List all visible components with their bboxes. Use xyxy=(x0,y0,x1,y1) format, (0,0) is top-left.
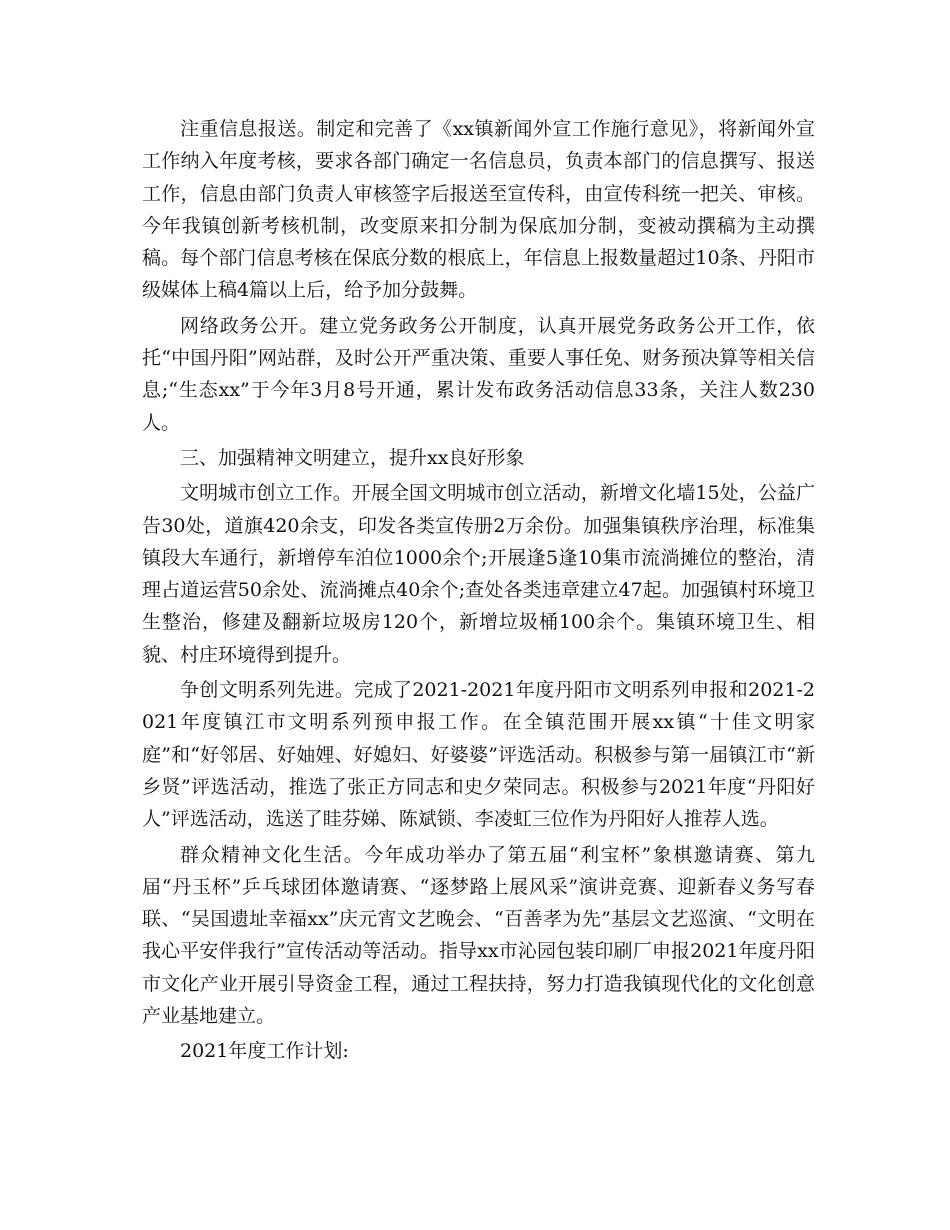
paragraph-work-plan-heading: 2021年度工作计划: xyxy=(180,1040,349,1063)
paragraph-info-reporting: 注重信息报送。制定和完善了《xx镇新闻外宣工作施行意见》，将新闻外宣工作纳入年度考核，要求各部门确定一名信息员，负责本部门的信息撰写、报送工作，信息由部门负责人审核签字后报送至宣传科，由宣传科统一把关、审核。今年我镇创新考核机制，改变原来扣分制为保底加分制，变被动撰稿为主动撰稿。每个部门信息考核在保底分数的根底上，年信息上报数量超过10条、丹阳市级媒体上稿4篇以上后，给予加分鼓舞。 xyxy=(142,118,815,302)
paragraph-government-affairs: 网络政务公开。建立党务政务公开制度，认真开展党务政务公开工作，依托“中国丹阳”网站群，及时公开严重决策、重要人事任免、财务预决算等相关信息;“生态xx”于今年3月8号开通，累计发布政务活动信息33条，关注人数230人。 xyxy=(142,314,815,434)
paragraph-cultural-life: 群众精神文化生活。今年成功举办了第五届“利宝杯”象棋邀请赛、第九届“丹玉杯”乒乓球团体邀请赛、“逐梦路上展风采”演讲竞赛、迎新春义务写春联、“吴国遗址幸福xx”庆元宵文艺晚会、“百善孝为先”基层文艺巡演、“文明在我心平安伴我行”宣传活动等活动。指导xx市沁园包装印刷厂申报2021年度丹阳市文化产业开展引导资金工程，通过工程扶持，努力打造我镇现代化的文化创意产业基地建立。 xyxy=(142,843,815,1028)
section-heading-civilization: 三、加强精神文明建立，提升xx良好形象 xyxy=(180,446,525,469)
paragraph-civilization-series: 争创文明系列先进。完成了2021-2021年度丹阳市文明系列申报和2021-2021年度镇江市文明系列预申报工作。在全镇范围开展xx镇“十佳文明家庭”和“好邻居、好妯娌、好媳妇、好婆婆”评选活动。积极参与第一届镇江市“新乡贤”评选活动，推选了张正方同志和史夕荣同志。积极参与2021年度“丹阳好人”评选活动，选送了眭芬娣、陈斌锁、李凌虹三位作为丹阳好人推荐人选。 xyxy=(142,679,815,831)
paragraph-civilized-city: 文明城市创立工作。开展全国文明城市创立活动，新增文化墙15处，公益广告30处，道旗420余支，印发各类宣传册2万余份。加强集镇秩序治理，标准集镇段大车通行，新增停车泊位1000余个;开展逢5逢10集市流淌摊位的整治，清理占道运营50余处、流淌摊点40余个;查处各类违章建立47起。加强镇村环境卫生整治，修建及翻新垃圾房120个，新增垃圾桶100余个。集镇环境卫生、相貌、村庄环境得到提升。 xyxy=(142,482,815,666)
